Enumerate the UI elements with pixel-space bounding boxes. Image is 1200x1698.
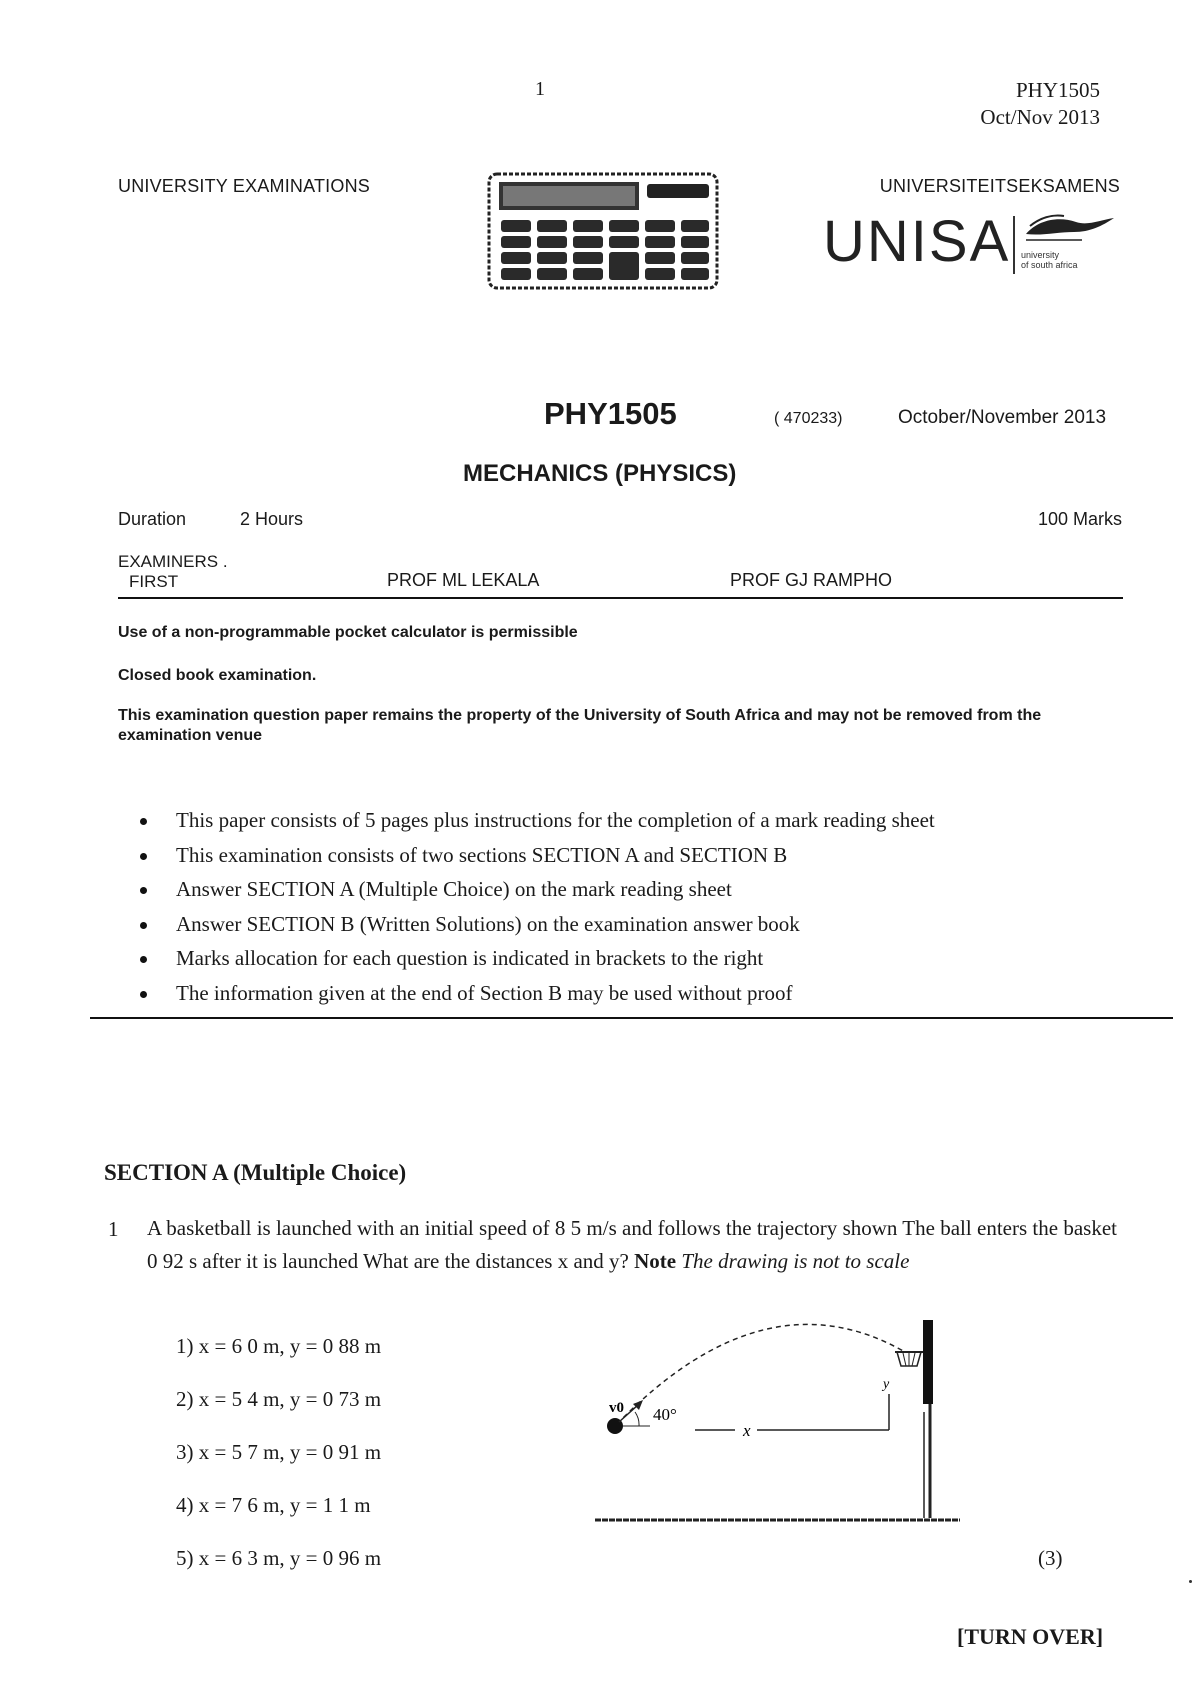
page-number: 1: [535, 78, 545, 100]
instruction-text: Marks allocation for each question is indicated in brackets to the right: [176, 946, 764, 970]
instruction-text: Answer SECTION A (Multiple Choice) on the mark reading sheet: [176, 877, 732, 901]
question-text: [147, 1212, 1117, 1278]
divider: [118, 597, 1123, 599]
first-examiner-label: FIRST: [129, 572, 179, 591]
unisa-logo: [823, 209, 1123, 284]
examiner-1: PROF ML LEKALA: [387, 570, 540, 590]
instruction-text: This paper consists of 5 pages plus instructions for the completion of a mark reading sheet: [176, 808, 935, 832]
backboard: [923, 1320, 933, 1404]
basket-icon: [895, 1352, 923, 1366]
scan-speck: [1189, 1580, 1192, 1583]
notice-property: This examination question paper remains the property of the University of South Africa and may not be removed from the examination venue: [118, 707, 1042, 744]
instruction-item: [138, 803, 1118, 838]
duration-label: Duration: [118, 509, 187, 529]
x-label: x: [743, 1421, 751, 1440]
question-marks: (3): [1038, 1546, 1063, 1570]
question-number: 1: [108, 1217, 119, 1241]
logo-tagline-university: university: [1021, 250, 1060, 260]
logo-tagline-south-africa: of south africa: [1021, 260, 1078, 270]
university-examinations-heading: UNIVERSITY EXAMINATIONS: [118, 176, 370, 196]
answer-option-3: 3) x = 5 7 m, y = 0 91 m: [176, 1440, 382, 1464]
examiner-2: PROF GJ RAMPHO: [730, 570, 893, 590]
header-course-code: PHY1505: [1015, 78, 1100, 102]
instruction-text: Answer SECTION B (Written Solutions) on the examination answer book: [176, 911, 800, 936]
notice-calculator: Use of a non-programmable pocket calculator is permissible: [118, 624, 578, 641]
velocity-label: v0: [609, 1400, 624, 1416]
turn-over-label: [TURN OVER]: [957, 1624, 1104, 1649]
angle-label: 40°: [653, 1405, 677, 1424]
note-label: Note: [634, 1249, 677, 1273]
exam-date: October/November 2013: [898, 407, 1107, 428]
bird-emblem-icon: [1018, 212, 1118, 246]
total-marks: 100 Marks: [1037, 509, 1122, 529]
duration-value: 2 Hours: [240, 509, 304, 529]
header-session: Oct/Nov 2013: [980, 105, 1100, 129]
bullet-icon: [140, 818, 147, 825]
examiners-label: EXAMINERS .: [118, 552, 228, 571]
answer-option-2: 2) x = 5 4 m, y = 0 73 m: [176, 1387, 382, 1411]
note-text: The drawing is not to scale: [681, 1249, 910, 1273]
y-label: y: [883, 1377, 890, 1392]
basketball-trajectory-diagram: [595, 1312, 975, 1532]
calculator-icon: [487, 172, 719, 290]
divider: [90, 1017, 1173, 1019]
course-title: MECHANICS (PHYSICS): [463, 460, 737, 487]
course-code: PHY1505: [544, 396, 677, 431]
universiteitseksamens-heading: UNIVERSITEITSEKSAMENS: [879, 176, 1120, 196]
bullet-icon: [140, 991, 147, 998]
section-a-heading: SECTION A (Multiple Choice): [104, 1160, 407, 1185]
answer-option-1: 1) x = 6 0 m, y = 0 88 m: [176, 1334, 382, 1358]
notice-closed-book: Closed book examination.: [118, 667, 317, 684]
instruction-text: The information given at the end of Section B may be used without proof: [176, 980, 793, 1005]
unisa-wordmark: UNISA: [823, 209, 1011, 274]
course-number: ( 470233): [774, 410, 843, 427]
instruction-item: [138, 976, 1118, 1011]
instruction-item: [138, 838, 1118, 873]
bullet-icon: [140, 956, 147, 963]
bullet-icon: [140, 887, 147, 894]
bullet-icon: [140, 853, 147, 860]
logo-divider: [1013, 216, 1015, 274]
instruction-text: This examination consists of two sections SECTION A and SECTION B: [176, 842, 788, 867]
instructions-list: [138, 803, 1118, 1010]
answer-option-5: 5) x = 6 3 m, y = 0 96 m: [176, 1546, 382, 1570]
instruction-item: [138, 941, 1118, 976]
bullet-icon: [140, 922, 147, 929]
instruction-item: [138, 872, 1118, 907]
instruction-item: [138, 907, 1118, 942]
answer-option-4: 4) x = 7 6 m, y = 1 1 m: [176, 1493, 371, 1517]
question-body: A basketball is launched with an initial speed of 8 5 m/s and follows the trajectory shown The ball enters the basket 0 92 s after it is launched What are the distances x and y?: [147, 1216, 1117, 1273]
